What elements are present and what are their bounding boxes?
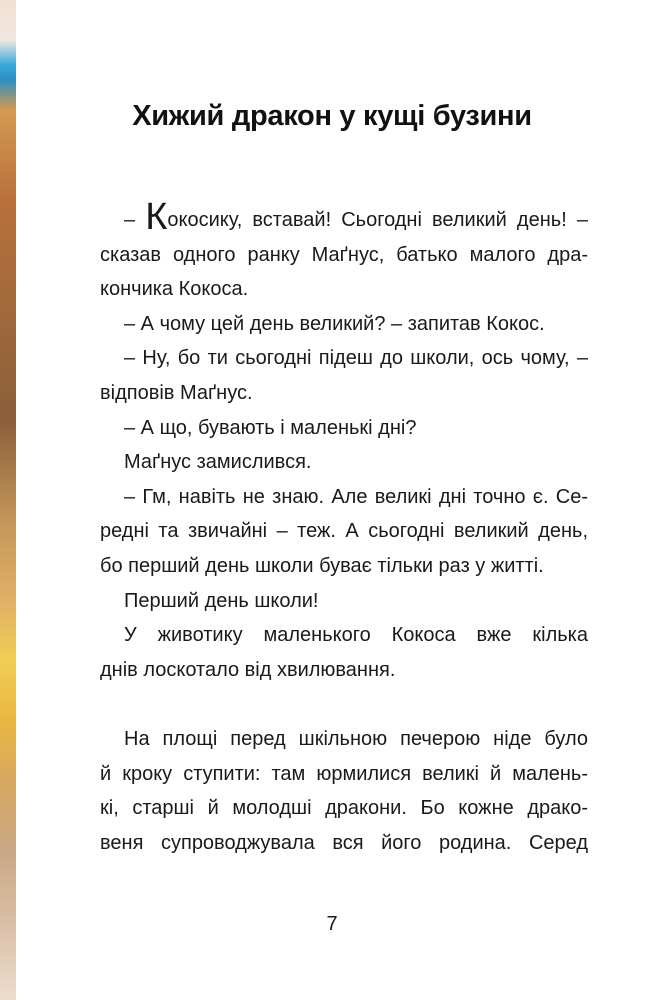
text-line-12: Перший день школи!: [124, 589, 319, 612]
text-line-8: Маґнус замислився.: [124, 451, 312, 474]
text-line-7: – А що, бувають і маленькі дні?: [124, 416, 417, 439]
text-line-13: У животику маленького Кокоса вже кілька: [124, 624, 588, 647]
text-line-6: відповів Маґнус.: [100, 381, 253, 404]
text-line-10: редні та звичайні – теж. А сьогодні великий день,: [100, 520, 588, 543]
text-line-4: – А чому цей день великий? – запитав Кокос.: [124, 312, 545, 335]
chapter-body: [100, 196, 588, 860]
page-number: 7: [326, 913, 338, 935]
text-line-11: бо перший день школи буває тільки раз у житті.: [100, 554, 544, 577]
text-line-17: кі, старші й молодші дракони. Бо кожне драко-: [100, 797, 588, 820]
drop-cap-letter: К: [145, 196, 168, 238]
opening-line-rest: окосику, вставай! Сьогодні великий день! –: [167, 209, 588, 231]
text-line-14: днів лоскотало від хвилювання.: [100, 658, 396, 681]
paragraph-gap: [100, 687, 588, 722]
text-line-18: веня супроводжувала вся його родина. Серед: [100, 831, 588, 854]
opening-dash: –: [124, 209, 146, 231]
text-line-3: кончика Кокоса.: [100, 278, 249, 301]
cover-edge-strip: [0, 0, 16, 1000]
text-line-5: – Ну, бо ти сьогодні підеш до школи, ось чому, –: [124, 347, 588, 370]
text-line-2: сказав одного ранку Маґнус, батько малого дра-: [100, 243, 588, 266]
text-line-15: На площі перед шкільною печерою ніде було: [124, 727, 588, 750]
text-line-16: й кроку ступити: там юрмилися великі й малень-: [100, 762, 588, 785]
text-line-9: – Гм, навіть не знаю. Але великі дні точно є. Се-: [124, 485, 588, 508]
chapter-title: Хижий дракон у кущі бузини: [132, 100, 532, 132]
text-line-1: [100, 196, 588, 238]
